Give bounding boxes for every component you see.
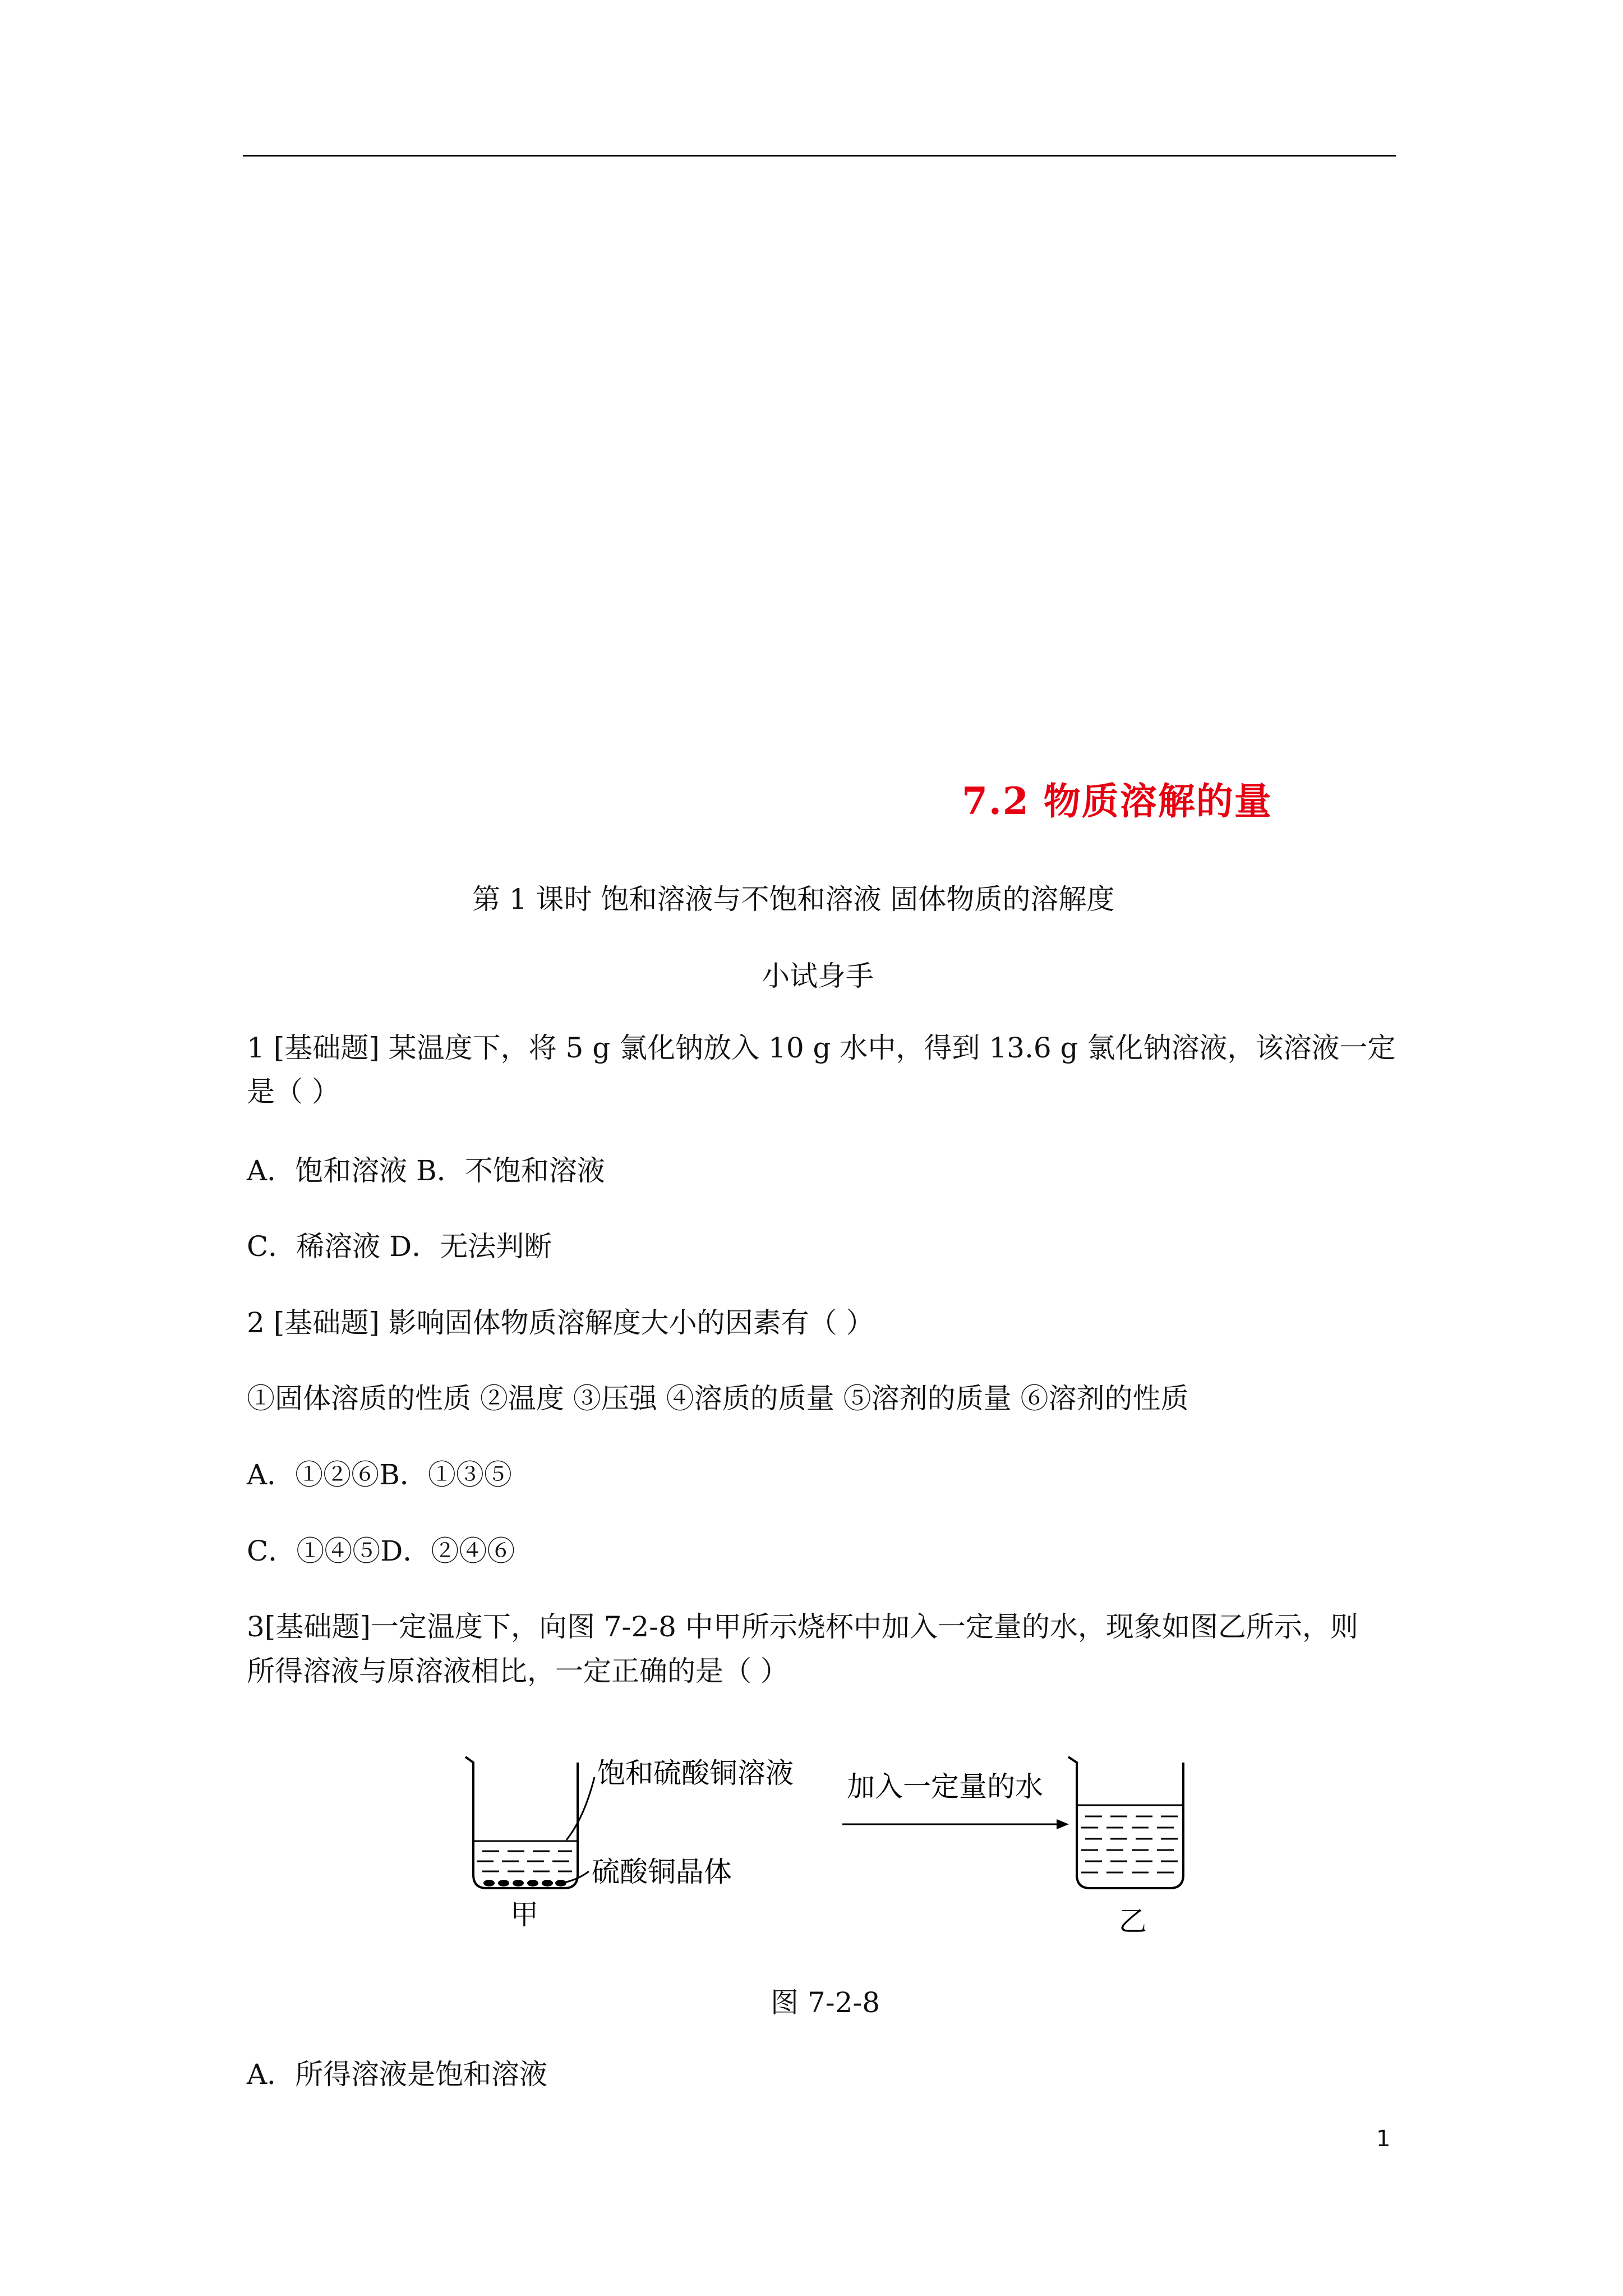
leader-line-solution: [566, 1777, 594, 1840]
beaker-yi-liquid: [1077, 1805, 1183, 1872]
page-title: 7.2 物质溶解的量: [962, 779, 1272, 823]
question-1-options-cd: C．稀溶液 D．无法判断: [247, 1230, 552, 1263]
header-rule: [243, 155, 1396, 157]
question-2-stem: 2 [基础题] 影响固体物质溶解度大小的因素有（ ）: [247, 1306, 874, 1339]
label-jia: 甲: [510, 1898, 538, 1931]
question-2-options-ab: A．①②⑥B．①③⑤: [247, 1458, 512, 1491]
lesson-subtitle: 第 1 课时 饱和溶液与不饱和溶液 固体物质的溶解度: [472, 883, 1115, 915]
question-1-options-ab: A．饱和溶液 B．不饱和溶液: [247, 1154, 605, 1187]
question-2-factors: ①固体溶质的性质 ②温度 ③压强 ④溶质的质量 ⑤溶剂的质量 ⑥溶剂的性质: [247, 1382, 1189, 1415]
arrow-icon: [842, 1819, 1069, 1829]
question-3-line1: 3[基础题]一定温度下，向图 7-2-8 中甲所示烧杯中加入一定量的水，现象如图乙所示，则: [247, 1611, 1358, 1643]
section-heading: 小试身手: [762, 960, 874, 992]
beaker-yi: [1068, 1757, 1183, 1888]
figure-7-2-8: [454, 1745, 1195, 1935]
label-add-water: 加入一定量的水: [847, 1770, 1043, 1803]
copper-sulfate-crystals: [483, 1880, 566, 1887]
label-saturated-solution: 饱和硫酸铜溶液: [597, 1757, 794, 1789]
beaker-jia-liquid: [473, 1841, 578, 1871]
beaker-jia: [465, 1757, 578, 1888]
question-2-options-cd: C．①④⑤D．②④⑥: [247, 1535, 515, 1567]
question-3-option-a: A．所得溶液是饱和溶液: [247, 2058, 548, 2091]
page-number: 1: [1376, 2126, 1391, 2152]
question-1-line2: 是（ ）: [247, 1075, 340, 1108]
label-copper-sulfate-crystal: 硫酸铜晶体: [592, 1856, 732, 1888]
question-1-line1: 1 [基础题] 某温度下，将 5 g 氯化钠放入 10 g 水中，得到 13.6 g 氯化钠溶液，该溶液一定: [247, 1032, 1396, 1064]
question-3-line2: 所得溶液与原溶液相比，一定正确的是（ ）: [247, 1655, 789, 1687]
label-yi: 乙: [1119, 1905, 1147, 1935]
figure-caption: 图 7-2-8: [771, 1986, 880, 2019]
